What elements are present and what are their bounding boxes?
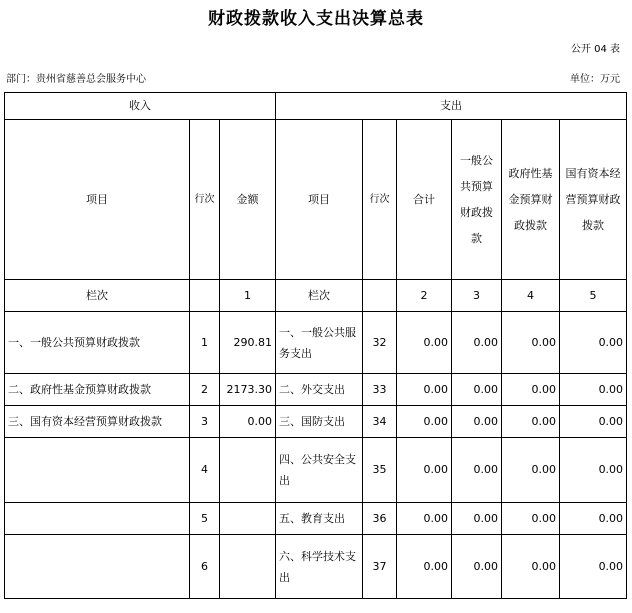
amount-value [220, 503, 276, 535]
state-value: 0.00 [560, 374, 627, 406]
table-row [5, 535, 627, 599]
state-value: 0.00 [560, 503, 627, 535]
line-number: 2 [190, 374, 220, 406]
line-number: 3 [190, 406, 220, 438]
col-general-number: 3 [452, 280, 502, 312]
income-item: 三、国有资本经营预算财政拨款 [5, 406, 190, 438]
exp-item: 二、外交支出 [276, 374, 363, 406]
table-row [5, 312, 627, 374]
general-value: 0.00 [452, 312, 502, 374]
income-item: 二、政府性基金预算财政拨款 [5, 374, 190, 406]
col-amount-number: 1 [220, 280, 276, 312]
col-total-number: 2 [397, 280, 452, 312]
state-value: 0.00 [560, 312, 627, 374]
table-row [5, 406, 627, 438]
exp-line-number: 37 [363, 535, 397, 599]
gov-fund-value: 0.00 [502, 406, 560, 438]
gov-fund-value: 0.00 [502, 438, 560, 503]
state-value: 0.00 [560, 406, 627, 438]
table-row [5, 374, 627, 406]
exp-line-number: 35 [363, 438, 397, 503]
exp-item: 三、国防支出 [276, 406, 363, 438]
form-number: 公开 04 表 [570, 44, 620, 55]
total-value: 0.00 [397, 438, 452, 503]
exp-line-number: 33 [363, 374, 397, 406]
table-row [5, 503, 627, 535]
gov-fund-value: 0.00 [502, 374, 560, 406]
gov-fund-header: 政府性基金预算财政拨款 [502, 120, 560, 280]
income-item [5, 503, 190, 535]
total-value: 0.00 [397, 503, 452, 535]
total-value: 0.00 [397, 535, 452, 599]
total-value: 0.00 [397, 374, 452, 406]
general-value: 0.00 [452, 438, 502, 503]
report-table [4, 92, 627, 599]
general-value: 0.00 [452, 535, 502, 599]
total-value: 0.00 [397, 406, 452, 438]
unit-label: 单位：万元 [570, 74, 620, 85]
report-title: 财政拨款收入支出决算总表 [208, 9, 424, 29]
exp-item: 五、教育支出 [276, 503, 363, 535]
gov-fund-value: 0.00 [502, 312, 560, 374]
gov-fund-value: 0.00 [502, 535, 560, 599]
col-line-blank [190, 280, 220, 312]
column-header-row [5, 120, 627, 280]
line-number: 6 [190, 535, 220, 599]
line-number: 4 [190, 438, 220, 503]
state-value: 0.00 [560, 438, 627, 503]
general-budget-header: 一般公共预算财政拨款 [452, 120, 502, 280]
income-item: 一、一般公共预算财政拨款 [5, 312, 190, 374]
amount-value [220, 535, 276, 599]
department-label: 部门：贵州省慈善总会服务中心 [6, 74, 146, 85]
expenditure-header: 支出 [276, 93, 627, 120]
line-number: 1 [190, 312, 220, 374]
income-line-header: 行次 [190, 120, 220, 280]
exp-line-number: 36 [363, 503, 397, 535]
income-item [5, 438, 190, 503]
income-item [5, 535, 190, 599]
exp-item: 六、科学技术支出 [276, 535, 363, 599]
amount-value: 2173.30 [220, 374, 276, 406]
exp-line-header: 行次 [363, 120, 397, 280]
column-number-row [5, 280, 627, 312]
col-exp-line-blank [363, 280, 397, 312]
amount-value: 290.81 [220, 312, 276, 374]
income-item-header: 项目 [5, 120, 190, 280]
col-exp-label: 栏次 [276, 280, 363, 312]
exp-line-number: 34 [363, 406, 397, 438]
income-header: 收入 [5, 93, 276, 120]
state-value: 0.00 [560, 535, 627, 599]
section-header-row [5, 93, 627, 120]
table-row [5, 438, 627, 503]
amount-value [220, 438, 276, 503]
line-number: 5 [190, 503, 220, 535]
exp-item: 一、一般公共服务支出 [276, 312, 363, 374]
col-gov-fund-number: 4 [502, 280, 560, 312]
general-value: 0.00 [452, 374, 502, 406]
gov-fund-value: 0.00 [502, 503, 560, 535]
state-capital-header: 国有资本经营预算财政拨款 [560, 120, 627, 280]
col-label: 栏次 [5, 280, 190, 312]
exp-item-header: 项目 [276, 120, 363, 280]
general-value: 0.00 [452, 406, 502, 438]
amount-value: 0.00 [220, 406, 276, 438]
amount-header: 金额 [220, 120, 276, 280]
exp-item: 四、公共安全支出 [276, 438, 363, 503]
total-header: 合计 [397, 120, 452, 280]
exp-line-number: 32 [363, 312, 397, 374]
total-value: 0.00 [397, 312, 452, 374]
col-state-number: 5 [560, 280, 627, 312]
general-value: 0.00 [452, 503, 502, 535]
